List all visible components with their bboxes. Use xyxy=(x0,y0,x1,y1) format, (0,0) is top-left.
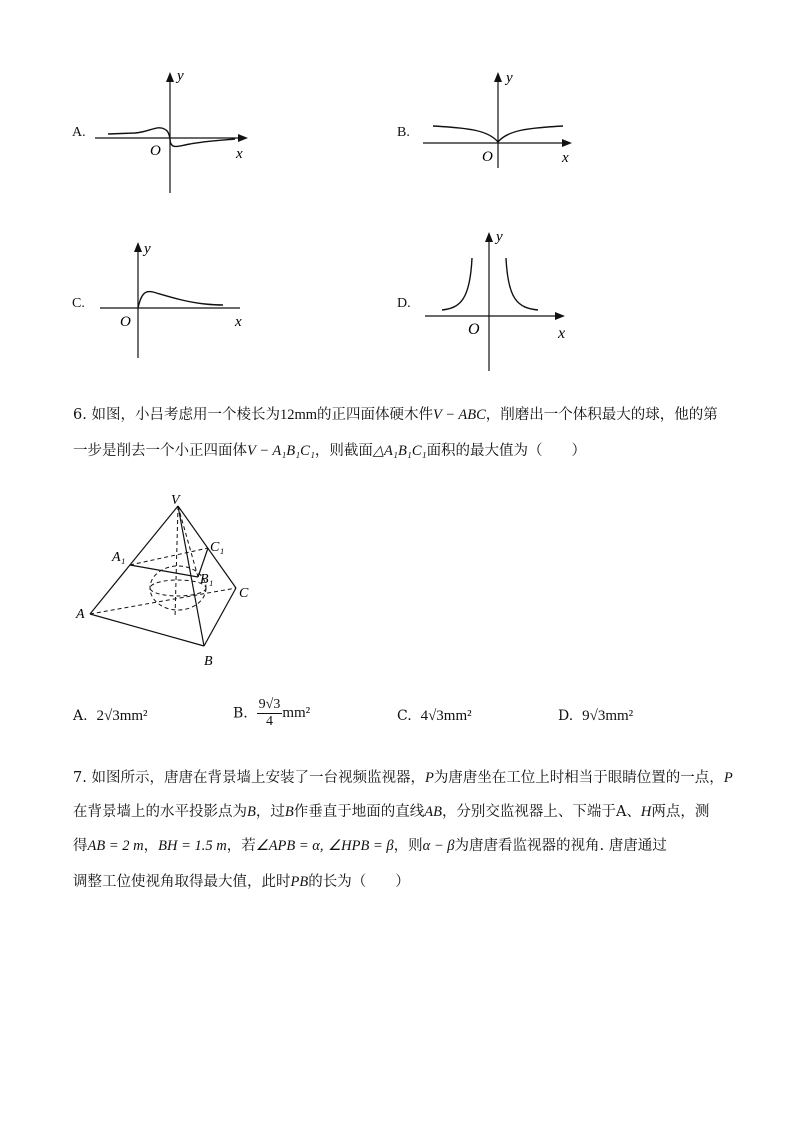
graph-c-origin: O xyxy=(120,314,131,330)
graph-d-x: x xyxy=(558,325,566,342)
vertex-v-label: V xyxy=(171,493,180,508)
graph-c-y: y xyxy=(144,241,151,257)
graph-d-label: D. xyxy=(397,296,411,311)
graph-b-origin: O xyxy=(482,149,493,165)
vertex-b-label: B xyxy=(204,654,213,669)
graph-a-origin: O xyxy=(150,143,161,159)
q7-line3: 得AB = 2 m，BH = 1.5 m，若∠APB = α, ∠HPB = β，则α − β为唐唐看监视器的视角. 唐唐通过 xyxy=(73,838,667,854)
vertex-a1-label: A₁ xyxy=(112,550,126,565)
graph-c xyxy=(95,238,255,360)
graph-d-y: y xyxy=(496,229,503,245)
graph-c-x: x xyxy=(235,314,242,330)
graph-c-label: C. xyxy=(72,296,85,311)
tetrahedron-figure xyxy=(70,488,270,673)
vertex-c1-label: C₁ xyxy=(210,540,225,555)
graph-a-x: x xyxy=(236,146,243,162)
q6-choice-b: B. $\frac{9√3}{4}$ mm² xyxy=(233,697,311,729)
vertex-c-label: C xyxy=(239,586,249,601)
graph-a xyxy=(90,68,260,193)
q7-line1: 7. 如图所示，唐唐在背景墙上安装了一台视频监视器，P为唐唐坐在工位上时相当于眼睛位置的一点，P xyxy=(73,770,733,786)
vertex-a-label: A xyxy=(76,607,85,622)
graph-b-label: B. xyxy=(397,125,410,140)
q6-line1: 6. 如图，小吕考虑用一个棱长为12mm的正四面体硬木件V − ABC，削磨出一个体积最大的球，他的第 xyxy=(73,407,718,423)
q7-line4: 调整工位使视角取得最大值，此时PB的长为（ ） xyxy=(73,874,410,890)
q6-choice-a: A. 2√3mm² xyxy=(73,708,148,724)
vertex-b1-label: B₁ xyxy=(200,572,214,587)
q7-line2: 在背景墙上的水平投影点为B，过B作垂直于地面的直线AB，分别交监视器上、下端于A、H两点，测 xyxy=(73,804,710,820)
graph-d xyxy=(420,228,580,373)
q6-choice-c: C. 4√3mm² xyxy=(397,708,472,724)
graph-b-y: y xyxy=(506,70,513,86)
graph-b-x: x xyxy=(562,150,569,166)
graph-a-label: A. xyxy=(72,125,86,140)
q6-choice-d: D. 9√3mm² xyxy=(558,708,634,724)
graph-a-y: y xyxy=(177,68,184,84)
q6-line2: 一步是削去一个小正四面体V − A₁B₁C₁，则截面△A₁B₁C₁面积的最大值为（ ） xyxy=(73,443,587,459)
graph-b xyxy=(418,68,583,168)
graph-d-origin: O xyxy=(468,321,480,338)
